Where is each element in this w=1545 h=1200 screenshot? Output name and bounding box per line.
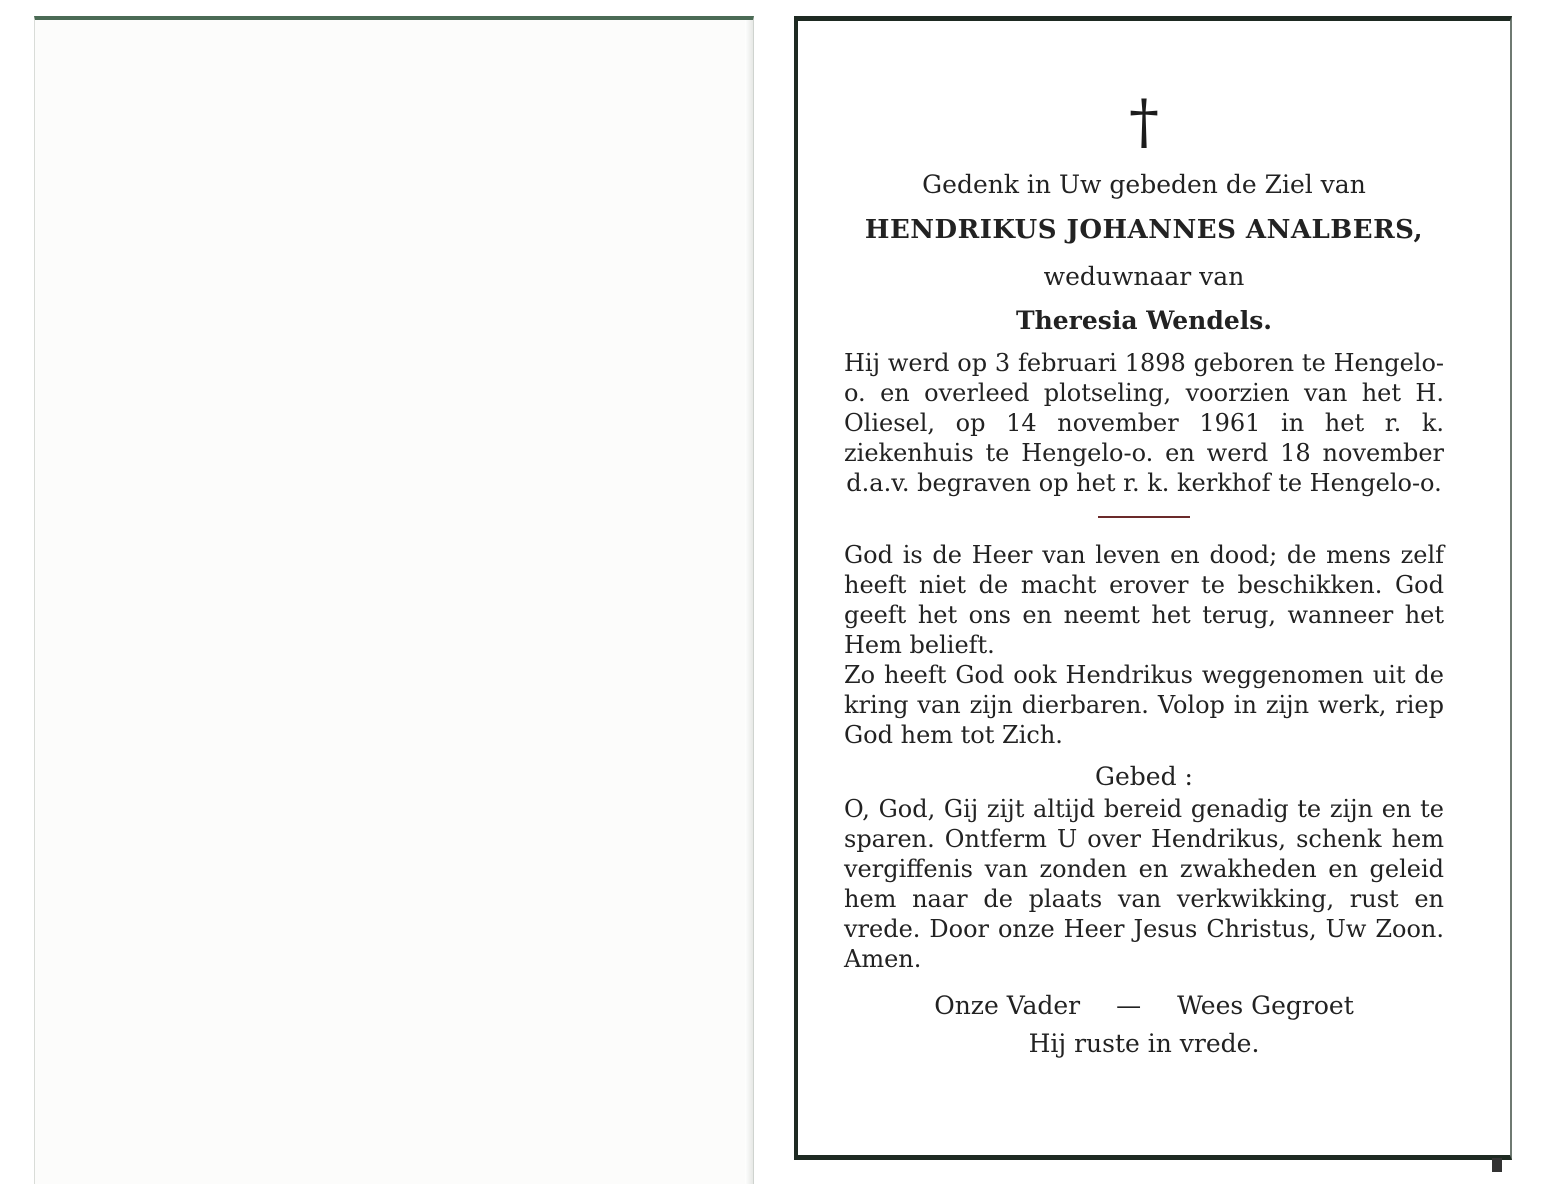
blank-left-page <box>34 16 754 1184</box>
closing-left: Onze Vader <box>934 991 1081 1020</box>
printed-right-page <box>788 12 1528 1172</box>
spouse-name: Theresia Wendels. <box>1015 306 1273 335</box>
page-edge-shadow <box>745 20 753 1184</box>
closing-prayers-row <box>844 986 1444 1026</box>
closing-dash: — <box>1116 991 1142 1020</box>
cross-icon: † <box>1129 87 1159 157</box>
closing-right: Wees Gegroet <box>1177 991 1354 1020</box>
widower-label: weduwnaar van <box>1043 262 1245 291</box>
intro-line: Gedenk in Uw gebeden de Ziel van <box>922 170 1366 199</box>
prayer-paragraph: O, God, Gij zijt altijd bereid genadig te zijn en te sparen. Ontferm U over Hendrikus, schenk hem vergiffenis van zonden en zwakheden en geleid hem naar de plaats van verkwikking, rust en vrede. Door onze Heer Jesus Christus, Uw Zoon. Amen. <box>844 795 1444 973</box>
corner-mark <box>1492 1158 1502 1172</box>
prayer-heading: Gebed : <box>1095 762 1193 791</box>
reflection-paragraph-2: Zo heeft God ook Hendrikus weggenomen uit de kring van zijn dierbaren. Volop in zijn werk, riep God hem tot Zich. <box>844 661 1444 749</box>
divider-rule <box>1098 516 1190 518</box>
deceased-name: HENDRIKUS JOHANNES ANALBERS, <box>864 215 1424 245</box>
biography-paragraph: Hij werd op 3 februari 1898 geboren te Hengelo-o. en overleed plotseling, voorzien van het H. Oliesel, op 14 november 1961 in het r. k. ziekenhuis te Hengelo-o. en werd 18 november d.a.v. begraven op het r. k. kerkhof te Hengelo-o. <box>844 349 1444 497</box>
rest-in-peace-line: Hij ruste in vrede. <box>1028 1029 1260 1058</box>
card-text-block <box>844 87 1444 1062</box>
reflection-paragraph-1: God is de Heer van leven en dood; de mens zelf heeft niet de macht erover te beschikken. God geeft het ons en neemt het terug, wanneer het Hem belieft. <box>844 541 1444 659</box>
